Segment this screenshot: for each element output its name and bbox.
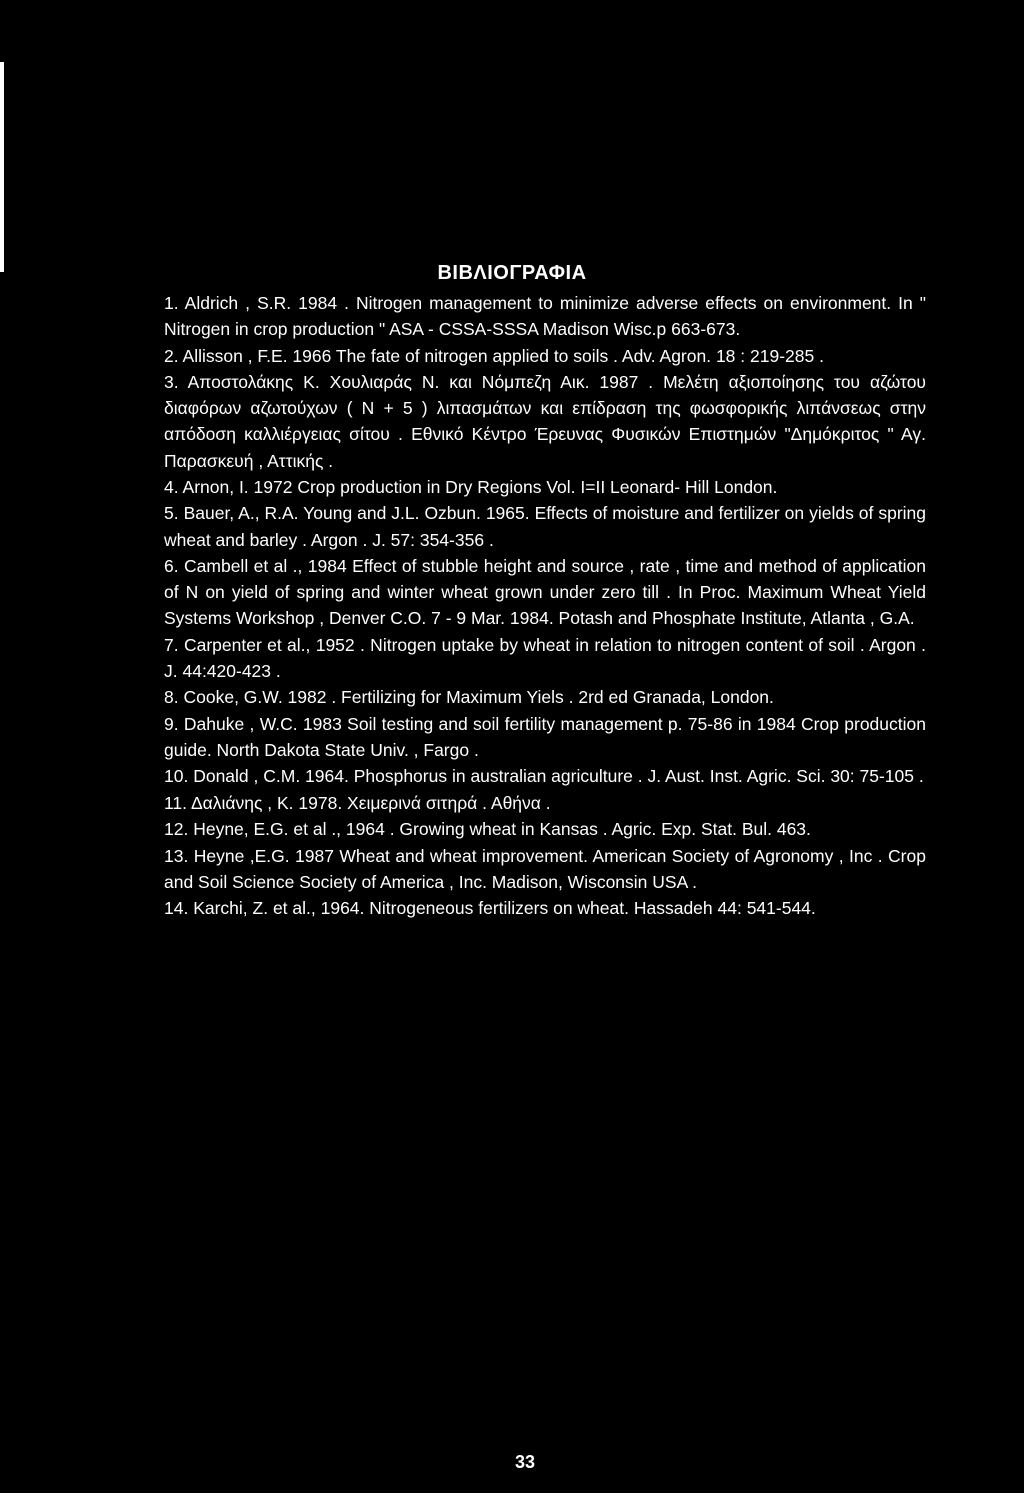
reference-item bbox=[164, 632, 926, 684]
reference-number: 3. bbox=[164, 371, 179, 392]
reference-item bbox=[164, 474, 926, 500]
reference-text: Cooke, G.W. 1982 . Fertilizing for Maximum Yiels . 2rd ed Granada, London. bbox=[183, 687, 774, 708]
reference-item bbox=[164, 790, 926, 816]
reference-item bbox=[164, 500, 926, 552]
reference-item bbox=[164, 684, 926, 710]
scan-edge-line bbox=[0, 62, 4, 272]
reference-item bbox=[164, 711, 926, 763]
reference-text: Δαλιάνης , Κ. 1978. Χειμερινά σιτηρά . Αθήνα . bbox=[190, 792, 551, 813]
reference-item bbox=[164, 816, 926, 842]
reference-text: Heyne, E.G. et al ., 1964 . Growing wheat in Kansas . Agric. Exp. Stat. Bul. 463. bbox=[193, 819, 811, 840]
reference-number: 1. bbox=[164, 293, 179, 313]
reference-text: Carpenter et al., 1952 . Nitrogen uptake by wheat in relation to nitrogen content of soil . Argon . J. 44:420-423 . bbox=[164, 634, 926, 681]
reference-number: 11. bbox=[164, 792, 188, 813]
reference-number: 10. bbox=[164, 766, 189, 787]
reference-text: Allisson , F.E. 1966 The fate of nitrogen applied to soils . Adv. Agron. 18 : 219-285 . bbox=[182, 345, 824, 366]
reference-text: Cambell et al ., 1984 Effect of stubble height and source , rate , time and method of application of N on yield of spring and winter wheat grown under zero till . In Proc. Maximum Wheat Yield Systems Workshop , Denver C.O. 7 - 9 Mar. 1984. Potash and Phosphate Institute, Atlanta , G.A. bbox=[164, 555, 926, 629]
reference-number: 2. bbox=[164, 345, 179, 366]
reference-list bbox=[164, 290, 926, 922]
reference-number: 12. bbox=[164, 819, 189, 840]
reference-item bbox=[164, 369, 926, 474]
reference-item bbox=[164, 343, 926, 369]
page-number: 33 bbox=[514, 1452, 536, 1472]
reference-text: Αποστολάκης Κ. Χουλιαράς Ν. και Νόμπεζη Αικ. 1987 . Μελέτη αξιοποίησης του αζώτου διαφόρων αζωτούχων ( N + 5 ) λιπασμάτων και επίδραση της φωσφορικής λιπάνσεως στην απόδοση καλλιέργειας σίτου . Εθνικό Κέντρο Έρευνας Φυσικών Επιστημών "Δημόκριτος " Αγ. Παρασκευή , Αττικής . bbox=[164, 371, 927, 471]
reference-text: Karchi, Z. et al., 1964. Nitrogeneous fertilizers on wheat. Hassadeh 44: 541-544. bbox=[193, 898, 816, 919]
reference-item bbox=[164, 895, 926, 921]
reference-text: Bauer, A., R.A. Young and J.L. Ozbun. 1965. Effects of moisture and fertilizer on yields of spring wheat and barley . Argon . J. 57: 354-356 . bbox=[164, 503, 926, 550]
reference-number: 9. bbox=[164, 713, 179, 734]
reference-text: Arnon, I. 1972 Crop production in Dry Regions Vol. I=II Leonard- Hill London. bbox=[182, 476, 778, 497]
reference-number: 7. bbox=[164, 634, 179, 655]
reference-number: 14. bbox=[164, 898, 189, 919]
reference-number: 13. bbox=[164, 845, 189, 866]
reference-item bbox=[164, 553, 926, 632]
reference-text: Donald , C.M. 1964. Phosphorus in australian agriculture . J. Aust. Inst. Agric. Sci. 30: 75-105 . bbox=[193, 766, 924, 787]
reference-item bbox=[164, 843, 926, 895]
reference-number: 6. bbox=[164, 555, 179, 576]
reference-text: Dahuke , W.C. 1983 Soil testing and soil fertility management p. 75-86 in 1984 Crop production guide. North Dakota State Univ. , Fargo . bbox=[164, 713, 926, 760]
reference-text: Heyne ,E.G. 1987 Wheat and wheat improvement. American Society of Agronomy , Inc . Crop and Soil Science Society of America , Inc. Madison, Wisconsin USA . bbox=[164, 845, 926, 892]
reference-text: Aldrich , S.R. 1984 . Nitrogen management to minimize adverse effects on environment. In " Nitrogen in crop production " ASA - CSSA-SSSA Madison Wisc.p 663-673. bbox=[164, 293, 926, 340]
reference-number: 5. bbox=[164, 503, 179, 524]
bibliography-heading: ΒΙΒΛΙΟΓΡΑΦΙΑ bbox=[437, 262, 587, 284]
reference-item bbox=[164, 290, 926, 342]
reference-number: 4. bbox=[164, 476, 179, 497]
reference-item bbox=[164, 763, 926, 789]
reference-number: 8. bbox=[164, 687, 179, 708]
